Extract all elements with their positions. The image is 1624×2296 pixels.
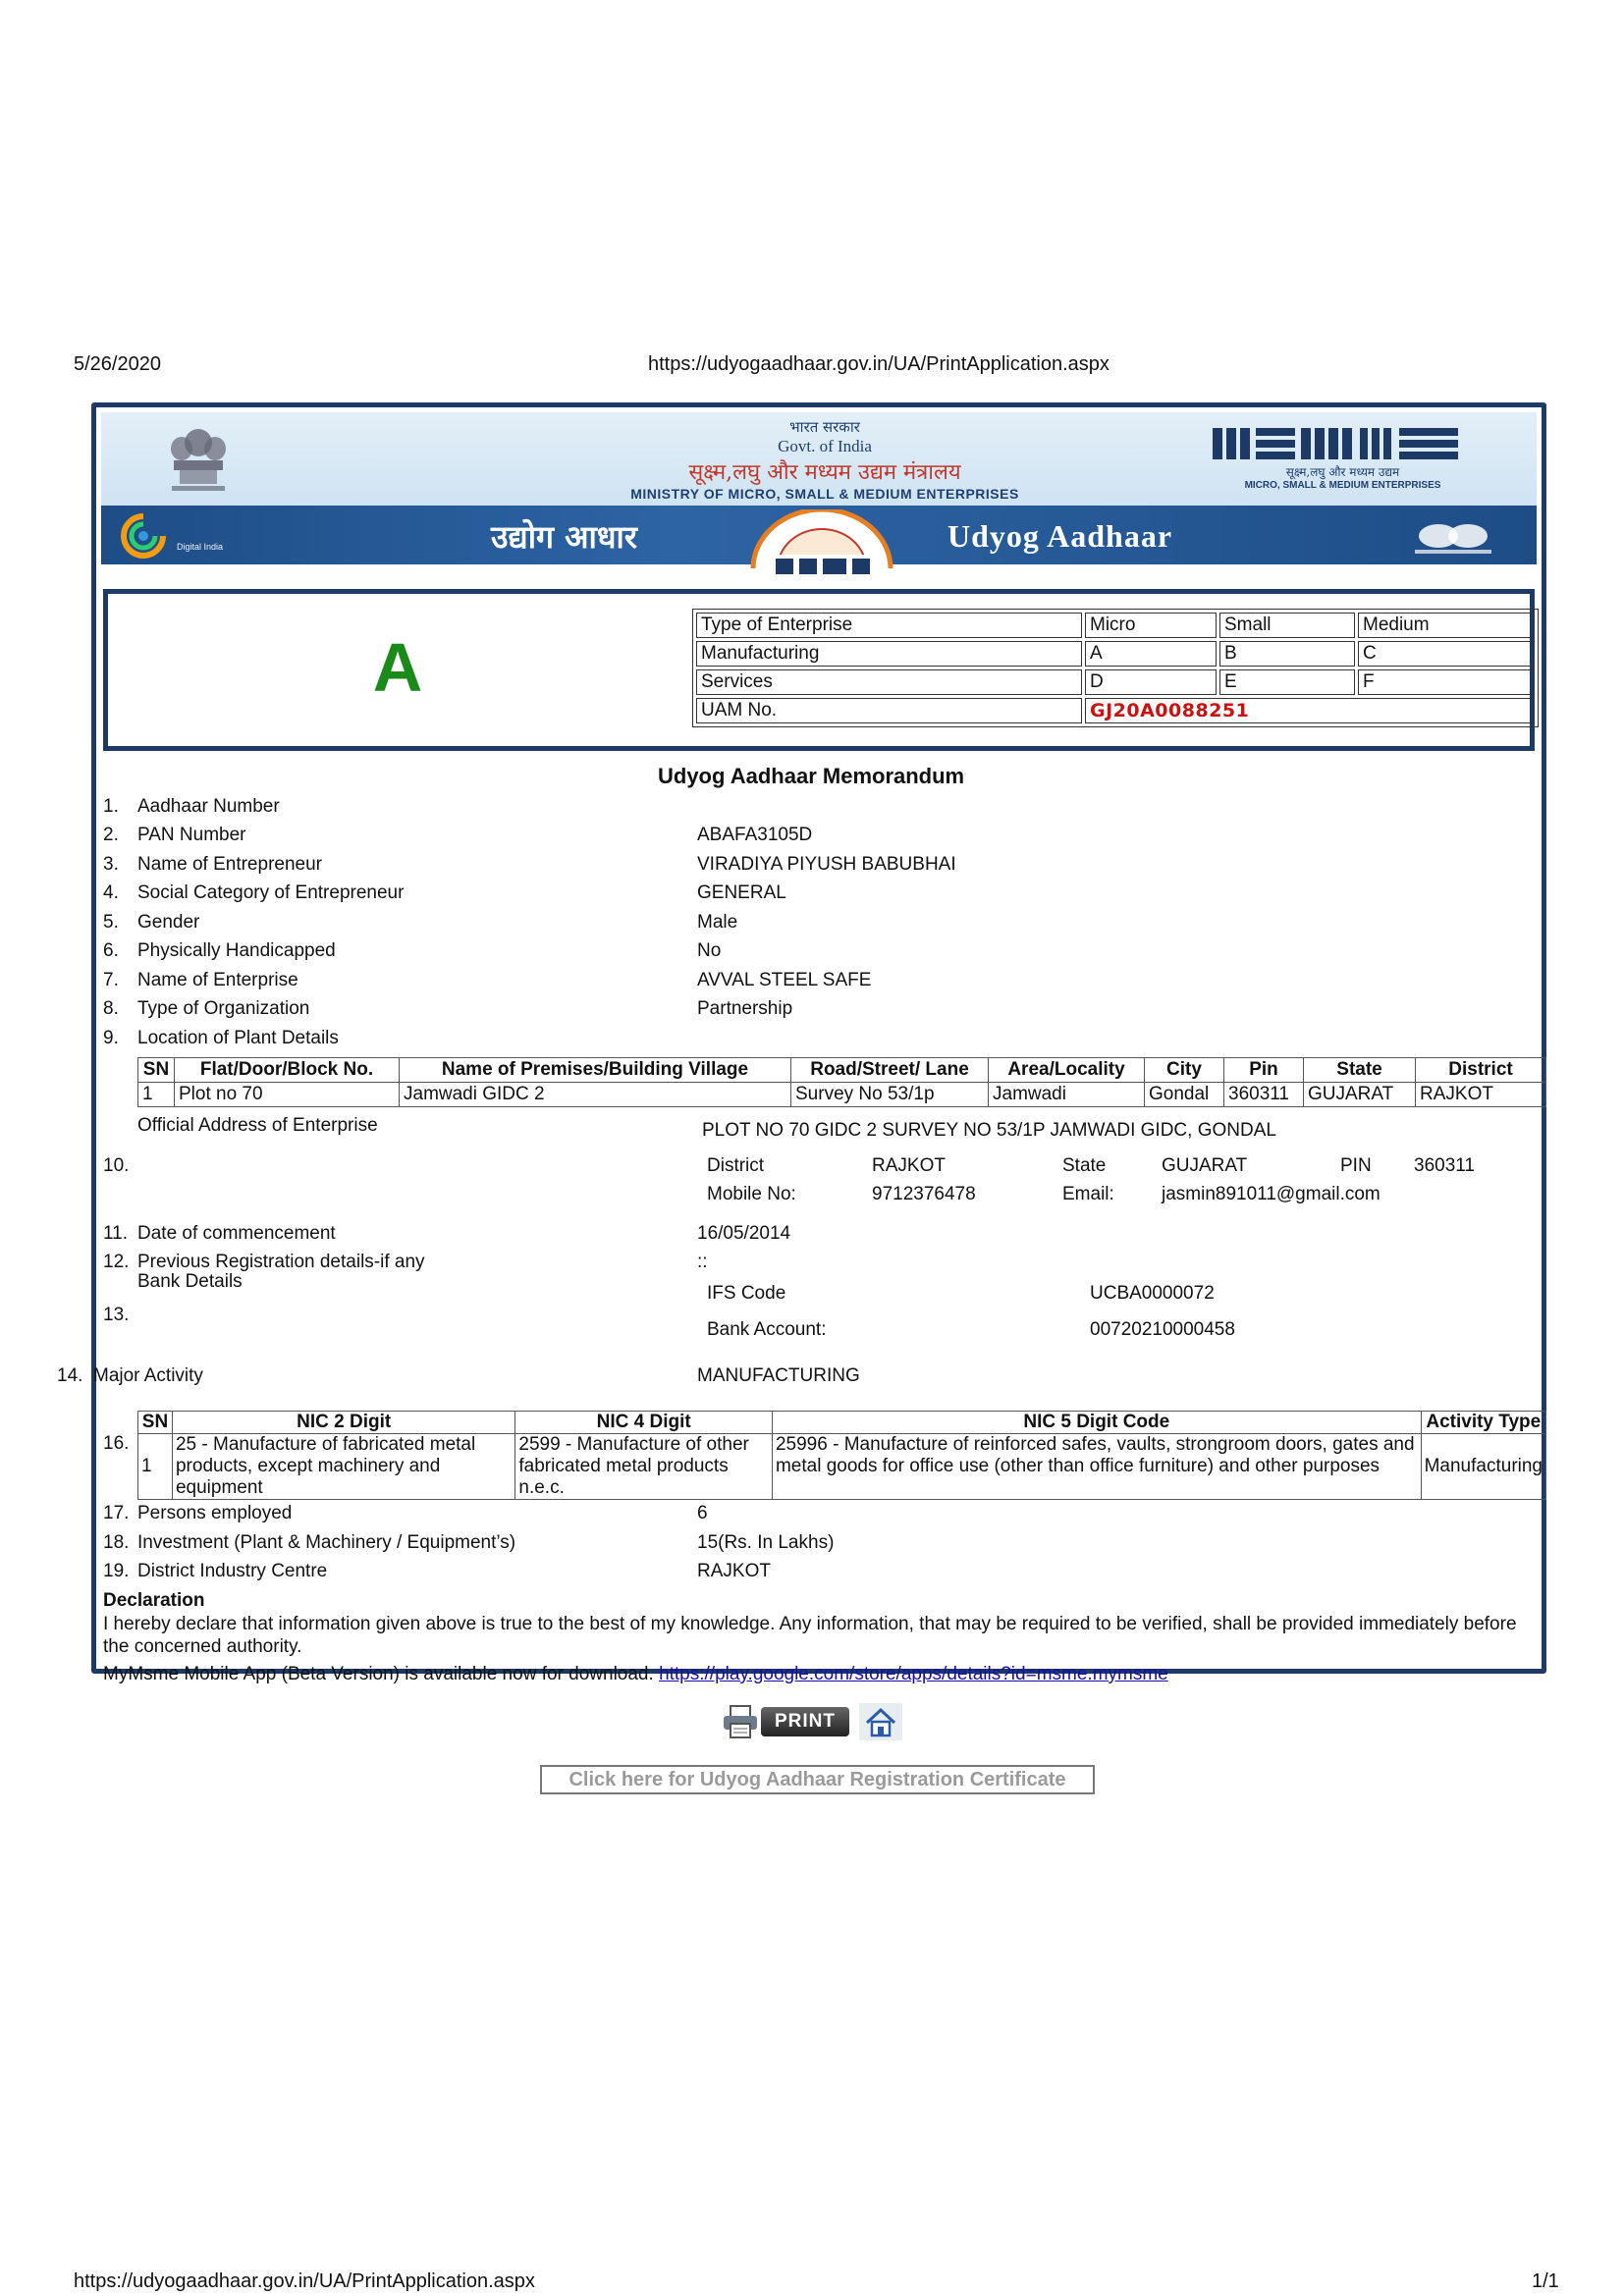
field-value: No	[697, 940, 722, 961]
column-header: Flat/Door/Block No.	[175, 1058, 400, 1083]
print-url: https://udyogaadhaar.gov.in/UA/PrintApplication.aspx	[648, 353, 1110, 375]
table-row	[696, 641, 1535, 667]
udyog-aadhaar-english: Udyog Aadhaar	[947, 518, 1173, 554]
table-cell: C	[1358, 641, 1535, 667]
ministry-title	[550, 417, 1100, 502]
email-label: Email:	[1062, 1184, 1114, 1204]
table-row	[696, 613, 1535, 638]
district-label: District	[707, 1155, 765, 1176]
official-address: PLOT NO 70 GIDC 2 SURVEY NO 53/1P JAMWADI GIDC, GONDAL	[702, 1120, 1276, 1141]
footer-url: https://udyogaadhaar.gov.in/UA/PrintApplication.aspx	[74, 2270, 535, 2292]
ministry-english: MINISTRY OF MICRO, SMALL & MEDIUM ENTERPRISES	[630, 486, 1019, 502]
table-cell: GUJARAT	[1304, 1083, 1416, 1107]
table-cell: Gondal	[1145, 1083, 1224, 1107]
app-notice-text: MyMsme Mobile App (Beta Version) is available now for download.	[103, 1664, 654, 1684]
field-label: Physically Handicapped	[137, 940, 336, 961]
field-number: 13.	[103, 1305, 130, 1325]
column-header: SN	[138, 1412, 173, 1434]
enterprise-category-letter: A	[372, 629, 423, 706]
table-cell: RAJKOT	[1416, 1083, 1546, 1107]
table-cell: E	[1219, 669, 1355, 695]
field-value: Partnership	[697, 998, 793, 1019]
table-cell: Manufacturing	[696, 641, 1082, 667]
declaration-title: Declaration	[103, 1590, 205, 1611]
column-header: NIC 5 Digit Code	[772, 1412, 1421, 1434]
field-number: 7.	[103, 970, 119, 990]
field-value: RAJKOT	[697, 1561, 771, 1581]
nic-code-table	[137, 1411, 1546, 1500]
app-download-link[interactable]: https://play.google.com/store/apps/details?id=msme.mymsme	[659, 1664, 1168, 1684]
pin-label: PIN	[1340, 1155, 1372, 1176]
print-date: 5/26/2020	[74, 353, 161, 375]
pin-value: 360311	[1414, 1155, 1475, 1176]
table-cell: Survey No 53/1p	[791, 1083, 989, 1107]
udyog-aadhaar-logo-icon	[738, 509, 905, 576]
table-cell: Services	[696, 669, 1082, 695]
bank-details-label: Bank Details	[137, 1271, 243, 1292]
column-header: NIC 2 Digit	[172, 1412, 514, 1434]
field-number: 8.	[103, 998, 119, 1019]
table-row	[696, 698, 1535, 723]
field-number: 17.	[103, 1503, 130, 1523]
table-cell: Manufacturing	[1421, 1434, 1545, 1500]
table-cell: B	[1219, 641, 1355, 667]
ifs-label: IFS Code	[707, 1283, 786, 1304]
national-emblem-icon	[160, 425, 237, 499]
print-button[interactable]: PRINT	[761, 1707, 849, 1736]
memorandum-title: Udyog Aadhaar Memorandum	[658, 764, 965, 788]
field-value: ABAFA3105D	[697, 825, 813, 845]
official-address-label: Official Address of Enterprise	[137, 1115, 378, 1136]
table-cell: 2599 - Manufacture of other fabricated metal products n.e.c.	[515, 1434, 773, 1500]
table-cell: Jamwadi GIDC 2	[400, 1083, 791, 1107]
table-cell: 360311	[1224, 1083, 1304, 1107]
email-value: jasmin891011@gmail.com	[1162, 1184, 1380, 1204]
field-label: Previous Registration details-if any	[137, 1252, 425, 1272]
field-number: 4.	[103, 882, 119, 903]
ifs-value: UCBA0000072	[1090, 1283, 1215, 1304]
field-label: Name of Enterprise	[137, 970, 298, 990]
column-header: Activity Type	[1421, 1412, 1545, 1434]
mobile-value: 9712376478	[872, 1184, 976, 1204]
msme-english: MICRO, SMALL & MEDIUM ENTERPRISES	[1244, 480, 1441, 491]
field-number: 2.	[103, 825, 119, 845]
uam-label: UAM No.	[696, 698, 1082, 723]
field-label: Aadhaar Number	[137, 796, 280, 817]
field-label: PAN Number	[137, 825, 246, 845]
table-cell: F	[1358, 669, 1535, 695]
state-label: State	[1062, 1155, 1107, 1176]
bank-account-label: Bank Account:	[707, 1319, 827, 1340]
table-header-row	[138, 1058, 1546, 1083]
gov-hindi: भारत सरकार	[789, 418, 860, 436]
field-value: 6	[697, 1503, 708, 1523]
field-number: 14.	[57, 1365, 83, 1386]
field-label: Investment (Plant & Machinery / Equipment’s)	[137, 1532, 516, 1553]
table-cell: 25 - Manufacture of fabricated metal products, except machinery and equipment	[172, 1434, 514, 1500]
udyog-aadhaar-hindi: उद्योग आधार	[491, 518, 637, 556]
home-icon[interactable]	[859, 1703, 902, 1740]
msme-logo-icon	[1213, 424, 1463, 463]
field-number: 5.	[103, 912, 119, 933]
uam-number: GJ20A0088251	[1085, 698, 1535, 723]
field-label: District Industry Centre	[137, 1561, 328, 1581]
field-number: 3.	[103, 854, 119, 875]
enterprise-type-table	[692, 609, 1539, 727]
field-number: 6.	[103, 940, 119, 961]
field-value: GENERAL	[697, 882, 786, 903]
field-value: 15(Rs. In Lakhs)	[697, 1532, 835, 1553]
field-number: 11.	[103, 1223, 129, 1244]
field-number: 16.	[103, 1433, 130, 1454]
table-cell: 1	[138, 1434, 173, 1500]
field-value: Male	[697, 912, 738, 933]
field-value: ::	[697, 1252, 708, 1272]
field-value: 16/05/2014	[697, 1223, 791, 1244]
msme-hindi: सूक्ष्म,लघु और मध्यम उद्यम	[1285, 465, 1400, 479]
field-label: Gender	[137, 912, 200, 933]
field-label: Persons employed	[137, 1503, 293, 1523]
footer-page-number: 1/1	[1532, 2270, 1559, 2292]
table-row	[138, 1434, 1546, 1500]
gov-english: Govt. of India	[778, 437, 872, 455]
field-label: Date of commencement	[137, 1223, 336, 1244]
table-cell: Type of Enterprise	[696, 613, 1082, 638]
mobile-label: Mobile No:	[707, 1184, 796, 1204]
field-number: 1.	[103, 796, 119, 817]
table-cell: 1	[138, 1083, 175, 1107]
bank-account-value: 00720210000458	[1090, 1319, 1235, 1340]
state-value: GUJARAT	[1162, 1155, 1248, 1176]
table-header-row	[138, 1412, 1546, 1434]
field-value: MANUFACTURING	[697, 1365, 860, 1386]
emblem-badges-icon	[1409, 518, 1497, 558]
app-notice	[103, 1664, 1168, 1685]
column-header: NIC 4 Digit	[515, 1412, 773, 1434]
digital-india-label: Digital India	[177, 542, 224, 552]
column-header: Pin	[1224, 1058, 1304, 1083]
field-number: 12.	[103, 1252, 130, 1272]
table-row	[138, 1083, 1546, 1107]
column-header: District	[1416, 1058, 1546, 1083]
table-cell: D	[1085, 669, 1217, 695]
field-number: 19.	[103, 1561, 130, 1581]
field-number: 9.	[103, 1028, 119, 1048]
field-label: Social Category of Entrepreneur	[137, 882, 405, 903]
registration-certificate-button[interactable]: Click here for Udyog Aadhaar Registration Certificate	[540, 1765, 1095, 1794]
declaration-text: I hereby declare that information given above is true to the best of my knowledge. Any information, that may be required to be verified, shall be provided immediately before the concerned authority.	[103, 1614, 1517, 1657]
column-header: Road/Street/ Lane	[791, 1058, 989, 1083]
field-number: 10.	[103, 1155, 130, 1176]
column-header: Area/Locality	[989, 1058, 1145, 1083]
digital-india-logo-icon	[118, 512, 169, 560]
column-header: City	[1145, 1058, 1224, 1083]
field-label: Name of Entrepreneur	[137, 854, 322, 875]
column-header: Name of Premises/Building Village	[400, 1058, 791, 1083]
printer-icon[interactable]	[722, 1704, 759, 1739]
table-cell: 25996 - Manufacture of reinforced safes, vaults, strongroom doors, gates and metal goods for office use (other than office furniture) and other purposes	[772, 1434, 1421, 1500]
field-label: Type of Organization	[137, 998, 310, 1019]
table-cell: Medium	[1358, 613, 1535, 638]
column-header: SN	[138, 1058, 175, 1083]
table-cell: Jamwadi	[989, 1083, 1145, 1107]
field-value: VIRADIYA PIYUSH BABUBHAI	[697, 854, 956, 875]
table-cell: Plot no 70	[175, 1083, 400, 1107]
field-number: 18.	[103, 1532, 130, 1553]
field-label: Location of Plant Details	[137, 1028, 339, 1048]
print-controls	[722, 1703, 902, 1740]
table-cell: A	[1085, 641, 1217, 667]
table-cell: Micro	[1085, 613, 1217, 638]
column-header: State	[1304, 1058, 1416, 1083]
field-value: AVVAL STEEL SAFE	[697, 970, 872, 990]
field-label: Major Activity	[93, 1365, 203, 1386]
district-value: RAJKOT	[872, 1155, 946, 1176]
table-row	[696, 669, 1535, 695]
ministry-hindi: सूक्ष्म,लघु और मध्यम उद्यम मंत्रालय	[688, 460, 961, 485]
table-cell: Small	[1219, 613, 1355, 638]
plant-location-table	[137, 1057, 1546, 1107]
